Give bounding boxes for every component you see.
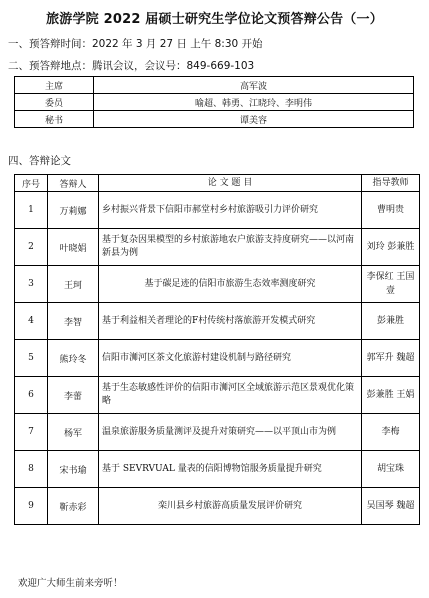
thesis-student: 宋书瑜 (48, 451, 99, 488)
thesis-student: 杨军 (48, 414, 99, 451)
theses-header-row (15, 175, 420, 192)
closing-note: 欢迎广大师生前来旁听！ (18, 578, 123, 589)
committee-table (14, 76, 414, 128)
thesis-no: 6 (15, 377, 48, 414)
thesis-row (15, 451, 420, 488)
committee-names: 喻超、韩勇、江晓玲、李明伟 (94, 94, 414, 111)
thesis-student: 叶晓娟 (48, 229, 99, 266)
thesis-topic: 温泉旅游服务质量测评及提升对策研究——以平顶山市为例 (99, 414, 362, 451)
thesis-advisor: 曹明贵 (362, 192, 420, 229)
thesis-student: 万莉娜 (48, 192, 99, 229)
thesis-no: 5 (15, 340, 48, 377)
committee-row (15, 94, 414, 111)
thesis-topic: 基于 SEVRVUAL 量表的信阳博物馆服务质量提升研究 (99, 451, 362, 488)
thesis-advisor: 彭兼胜 (362, 303, 420, 340)
thesis-topic: 基于生态敏感性评价的信阳市浉河区全域旅游示范区景观优化策略 (99, 377, 362, 414)
thesis-student: 靳赤彩 (48, 488, 99, 525)
thesis-no: 9 (15, 488, 48, 525)
defense-time-value: 2022 年 3 月 27 日 上午 8:30 开始 (92, 38, 263, 50)
thesis-row (15, 192, 420, 229)
thesis-no: 1 (15, 192, 48, 229)
theses-table (14, 174, 420, 525)
thesis-topic: 乡村振兴背景下信阳市郝堂村乡村旅游吸引力评价研究 (99, 192, 362, 229)
thesis-topic: 基于利益相关者理论的F村传统村落旅游开发模式研究 (99, 303, 362, 340)
committee-row (15, 111, 414, 128)
defense-time (8, 36, 263, 51)
header-advisor: 指导教师 (362, 175, 420, 192)
thesis-advisor: 胡宝珠 (362, 451, 420, 488)
committee-role: 秘书 (15, 111, 94, 128)
thesis-advisor: 李梅 (362, 414, 420, 451)
thesis-no: 7 (15, 414, 48, 451)
thesis-student: 李智 (48, 303, 99, 340)
thesis-no: 3 (15, 266, 48, 303)
thesis-advisor: 彭兼胜 王娟 (362, 377, 420, 414)
thesis-topic: 基于碳足迹的信阳市旅游生态效率测度研究 (99, 266, 362, 303)
committee-names: 高军波 (94, 77, 414, 94)
committee-role: 委员 (15, 94, 94, 111)
thesis-topic: 栾川县乡村旅游高质量发展评价研究 (99, 488, 362, 525)
committee-row (15, 77, 414, 94)
defense-time-label: 一、预答辩时间： (8, 38, 92, 50)
thesis-student: 熊玲冬 (48, 340, 99, 377)
thesis-topic: 基于复杂因果模型的乡村旅游地农户旅游支持度研究——以河南新县为例 (99, 229, 362, 266)
thesis-row (15, 377, 420, 414)
thesis-row (15, 229, 420, 266)
thesis-row (15, 414, 420, 451)
thesis-student: 李蕾 (48, 377, 99, 414)
thesis-advisor: 郭军升 魏超 (362, 340, 420, 377)
committee-role: 主席 (15, 77, 94, 94)
thesis-row (15, 488, 420, 525)
defense-location-value: 腾讯会议，会议号：849-669-103 (92, 60, 255, 72)
thesis-advisor: 李保红 王国壹 (362, 266, 420, 303)
header-no: 序号 (15, 175, 48, 192)
thesis-advisor: 刘玲 彭兼胜 (362, 229, 420, 266)
header-student: 答辩人 (48, 175, 99, 192)
defense-location-label: 二、预答辩地点： (8, 60, 92, 72)
thesis-no: 2 (15, 229, 48, 266)
header-topic: 论 文 题 目 (99, 175, 362, 192)
thesis-no: 8 (15, 451, 48, 488)
section-theses-heading: 四、答辩论文 (8, 155, 71, 167)
thesis-advisor: 吴国琴 魏超 (362, 488, 420, 525)
thesis-no: 4 (15, 303, 48, 340)
thesis-row (15, 340, 420, 377)
thesis-row (15, 303, 420, 340)
thesis-student: 王珂 (48, 266, 99, 303)
page-title: 旅游学院 2022 届硕士研究生学位论文预答辩公告（一） (46, 12, 383, 27)
thesis-row (15, 266, 420, 303)
defense-location (8, 58, 254, 73)
committee-names: 谭美容 (94, 111, 414, 128)
thesis-topic: 信阳市浉河区茶文化旅游村建设机制与路径研究 (99, 340, 362, 377)
